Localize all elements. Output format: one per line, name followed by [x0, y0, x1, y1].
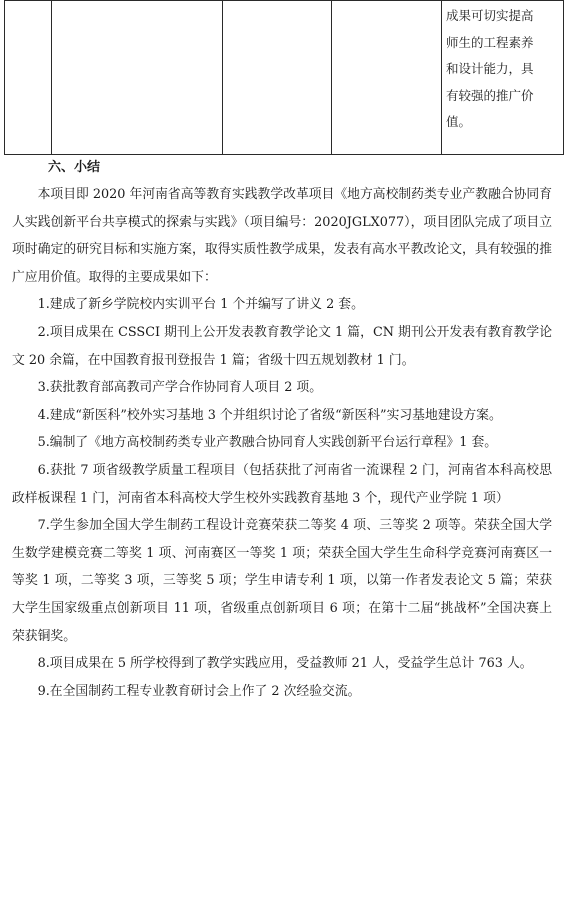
result-item-6: 6.获批 7 项省级教学质量工程项目（包括获批了河南省一流课程 2 门，河南省本科高校思政样板课程 1 门，河南省本科高校大学生校外实践教育基地 3 个，现代产业学院 1 项） — [12, 462, 552, 506]
table-cell — [332, 1, 442, 155]
table-row — [5, 1, 564, 155]
result-item-5: 5.编制了《地方高校制药类专业产教融合协同育人实践创新平台运行章程》1 套。 — [37, 435, 498, 451]
cell-line: 和设计能力，具 — [446, 61, 534, 77]
results-table — [4, 0, 564, 155]
cell-text — [442, 1, 563, 136]
results-table-fragment — [4, 0, 563, 155]
result-item-1: 1.建成了新乡学院校内实训平台 1 个并编写了讲义 2 套。 — [37, 297, 364, 313]
result-item-8: 8.项目成果在 5 所学校得到了教学实践应用，受益教师 21 人，受益学生总计 763 人。 — [37, 656, 533, 672]
cell-line: 值。 — [446, 114, 472, 130]
result-item-4: 4.建成“新医科”校外实习基地 3 个并组织讨论了省级“新医科”实习基地建设方案。 — [37, 407, 502, 423]
cell-line: 有较强的推广价 — [446, 87, 534, 103]
result-item-2: 2.项目成果在 CSSCI 期刊上公开发表教育教学论文 1 篇，CN 期刊公开发表有教育教学论文 20 余篇，在中国教育报刊登报告 1 篇；省级十四五规划教材 1 门。 — [12, 324, 552, 368]
cell-line: 师生的工程素养 — [446, 34, 534, 50]
table-cell — [223, 1, 332, 155]
result-item-9: 9.在全国制药工程专业教育研讨会上作了 2 次经验交流。 — [37, 683, 361, 699]
table-cell-result — [442, 1, 564, 155]
section-heading: 六、小结 — [48, 160, 101, 175]
table-cell — [5, 1, 52, 155]
section-body — [12, 181, 552, 705]
result-item-7: 7.学生参加全国大学生制药工程设计竞赛荣获二等奖 4 项、三等奖 2 项等。荣获全国大学生数学建模竞赛二等奖 1 项、河南赛区一等奖 1 项；荣获全国大学生生命科学竞赛河南赛区一等奖 1 项，二等奖 3 项，三等奖 5 项；学生申请专利 1 项，以第一作者发表论文 5 篇；荣获大学生国家级重点创新项目 11 项，省级重点创新项目 6 项；在第十二届“挑战杯”全国决赛上荣获铜奖。 — [12, 518, 552, 644]
intro-paragraph: 本项目即 2020 年河南省高等教育实践教学改革项目《地方高校制药类专业产教融合协同育人实践创新平台共享模式的探索与实践》（项目编号：2020JGLX077），项目团队完成了项目立项时确定的研究目标和实施方案，取得实质性教学成果，发表有高水平教改论文，具有较强的推广应用价值。取得的主要成果如下： — [12, 187, 552, 285]
table-cell — [52, 1, 223, 155]
cell-line: 成果可切实提高 — [446, 8, 534, 23]
result-item-3: 3.获批教育部高教司产学合作协同育人项目 2 项。 — [37, 380, 323, 396]
